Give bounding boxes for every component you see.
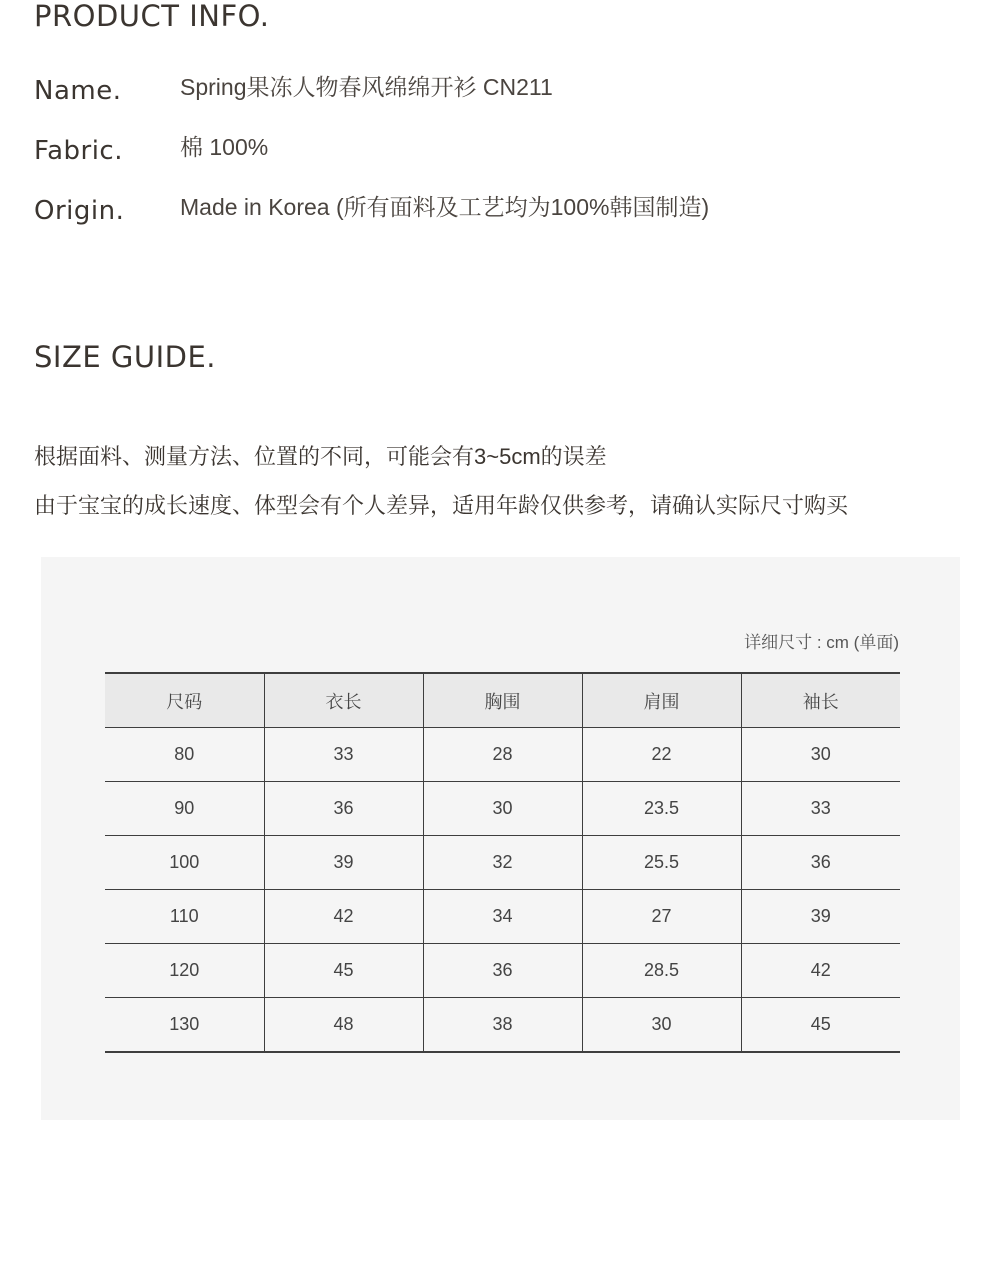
table-cell: 48 bbox=[264, 998, 423, 1053]
table-cell: 39 bbox=[264, 836, 423, 890]
table-row bbox=[105, 944, 900, 998]
table-cell: 80 bbox=[105, 728, 264, 782]
size-guide-note-age-reference: 由于宝宝的成长速度、体型会有个人差异，适用年龄仅供参考，请确认实际尺寸购买 bbox=[34, 493, 849, 518]
column-header: 肩围 bbox=[582, 673, 741, 728]
table-cell: 45 bbox=[264, 944, 423, 998]
table-cell: 39 bbox=[741, 890, 900, 944]
table-cell: 27 bbox=[582, 890, 741, 944]
size-guide-note-error-margin: 根据面料、测量方法、位置的不同，可能会有3~5cm的误差 bbox=[34, 444, 607, 469]
info-label-origin: Origin. bbox=[34, 196, 125, 226]
info-row-fabric bbox=[34, 134, 934, 170]
table-cell: 34 bbox=[423, 890, 582, 944]
table-cell: 110 bbox=[105, 890, 264, 944]
table-cell: 23.5 bbox=[582, 782, 741, 836]
table-row bbox=[105, 836, 900, 890]
table-cell: 100 bbox=[105, 836, 264, 890]
table-cell: 130 bbox=[105, 998, 264, 1053]
table-cell: 30 bbox=[423, 782, 582, 836]
table-cell: 30 bbox=[741, 728, 900, 782]
size-table bbox=[105, 672, 900, 1053]
product-info-title: PRODUCT INFO. bbox=[34, 0, 270, 33]
table-cell: 36 bbox=[423, 944, 582, 998]
column-header: 衣长 bbox=[264, 673, 423, 728]
table-row bbox=[105, 782, 900, 836]
table-cell: 42 bbox=[264, 890, 423, 944]
table-cell: 22 bbox=[582, 728, 741, 782]
table-cell: 90 bbox=[105, 782, 264, 836]
table-cell: 38 bbox=[423, 998, 582, 1053]
table-cell: 33 bbox=[264, 728, 423, 782]
table-row bbox=[105, 728, 900, 782]
table-cell: 45 bbox=[741, 998, 900, 1053]
table-cell: 33 bbox=[741, 782, 900, 836]
info-value-origin: Made in Korea (所有面料及工艺均为100%韩国制造) bbox=[180, 194, 710, 220]
table-cell: 120 bbox=[105, 944, 264, 998]
info-label-fabric: Fabric. bbox=[34, 136, 123, 166]
column-header: 尺码 bbox=[105, 673, 264, 728]
column-header: 袖长 bbox=[741, 673, 900, 728]
table-row bbox=[105, 998, 900, 1053]
size-guide-title: SIZE GUIDE. bbox=[34, 340, 216, 374]
info-value-fabric: 棉 100% bbox=[180, 134, 269, 160]
table-cell: 30 bbox=[582, 998, 741, 1053]
info-value-name: Spring果冻人物春风绵绵开衫 CN211 bbox=[180, 74, 553, 100]
size-table-panel bbox=[41, 557, 960, 1120]
column-header: 胸围 bbox=[423, 673, 582, 728]
table-cell: 28.5 bbox=[582, 944, 741, 998]
table-cell: 42 bbox=[741, 944, 900, 998]
table-cell: 28 bbox=[423, 728, 582, 782]
info-row-origin bbox=[34, 194, 934, 230]
table-cell: 32 bbox=[423, 836, 582, 890]
info-row-name bbox=[34, 74, 934, 110]
table-header-row bbox=[105, 673, 900, 728]
table-row bbox=[105, 890, 900, 944]
table-cell: 36 bbox=[741, 836, 900, 890]
unit-note: 详细尺寸 : cm (单面) bbox=[744, 633, 899, 652]
info-label-name: Name. bbox=[34, 76, 122, 106]
table-cell: 25.5 bbox=[582, 836, 741, 890]
table-cell: 36 bbox=[264, 782, 423, 836]
